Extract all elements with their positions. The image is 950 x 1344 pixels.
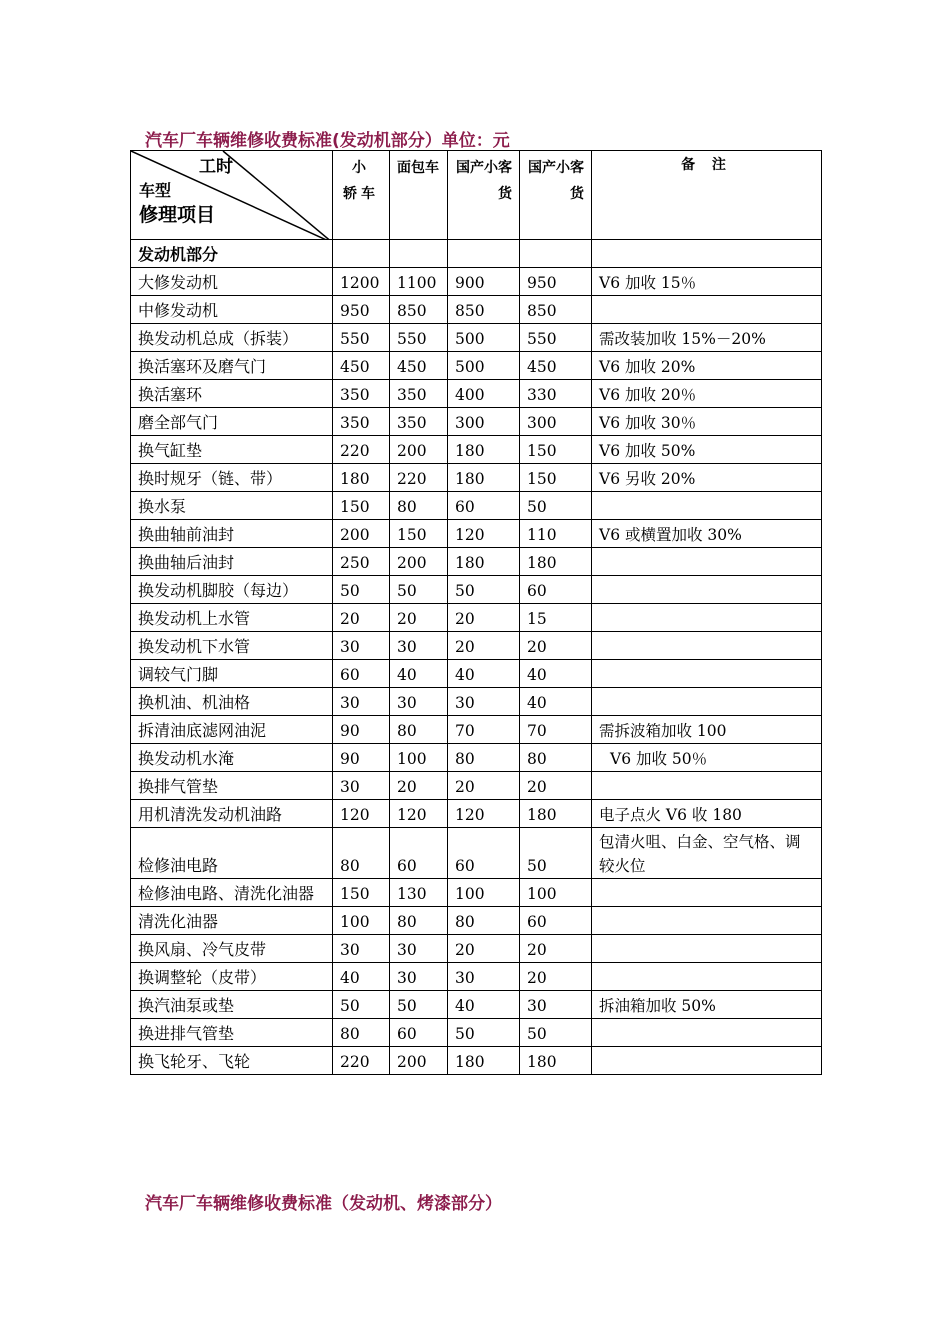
domestic-1-price-cell: 120 — [448, 800, 520, 828]
note-cell — [592, 548, 822, 576]
item-cell: 换发动机水淹 — [131, 744, 333, 772]
domestic-1-price-cell: 400 — [448, 380, 520, 408]
sedan-price-cell: 90 — [333, 744, 390, 772]
sedan-price-cell: 120 — [333, 800, 390, 828]
item-cell: 换风扇、冷气皮带 — [131, 935, 333, 963]
table-row — [131, 688, 822, 716]
note-cell — [592, 576, 822, 604]
sedan-price-cell: 30 — [333, 935, 390, 963]
van-price-cell: 30 — [390, 963, 448, 991]
sedan-price-cell: 20 — [333, 604, 390, 632]
sedan-price-cell: 180 — [333, 464, 390, 492]
item-cell: 换活塞环及磨气门 — [131, 352, 333, 380]
item-cell: 中修发动机 — [131, 296, 333, 324]
sedan-price-cell: 1200 — [333, 268, 390, 296]
domestic-2-price-cell: 180 — [520, 800, 592, 828]
domestic-1-price-cell: 500 — [448, 324, 520, 352]
item-cell: 换发动机总成（拆装） — [131, 324, 333, 352]
domestic-2-price-cell: 20 — [520, 963, 592, 991]
note-cell — [592, 660, 822, 688]
van-price-cell: 80 — [390, 492, 448, 520]
note-cell: 需改装加收 15%－20% — [592, 324, 822, 352]
domestic-2-price-cell: 70 — [520, 716, 592, 744]
domestic-1-price-cell: 180 — [448, 548, 520, 576]
item-cell: 拆清油底滤网油泥 — [131, 716, 333, 744]
col-header-van: 面包车 — [390, 151, 448, 240]
item-cell: 调较气门脚 — [131, 660, 333, 688]
note-cell — [592, 1019, 822, 1047]
domestic-1-price-cell: 20 — [448, 935, 520, 963]
van-price-cell: 80 — [390, 907, 448, 935]
domestic-2-price-cell: 50 — [520, 1019, 592, 1047]
van-price-cell: 30 — [390, 935, 448, 963]
domestic-2-price-cell: 950 — [520, 268, 592, 296]
section-label: 发动机部分 — [131, 240, 333, 268]
domestic-1-price-cell: 850 — [448, 296, 520, 324]
sedan-price-cell: 80 — [333, 1019, 390, 1047]
sedan-price-cell: 200 — [333, 520, 390, 548]
item-cell: 清洗化油器 — [131, 907, 333, 935]
domestic-2-price-cell: 180 — [520, 1047, 592, 1075]
table-row — [131, 296, 822, 324]
table-row — [131, 464, 822, 492]
col-header-domestic-2: 国产小客货 — [520, 151, 592, 240]
table-header-row — [131, 151, 822, 240]
domestic-1-price-cell: 40 — [448, 991, 520, 1019]
note-cell: 拆油箱加收 50% — [592, 991, 822, 1019]
domestic-2-price-cell: 150 — [520, 464, 592, 492]
van-price-cell: 450 — [390, 352, 448, 380]
table-row — [131, 716, 822, 744]
domestic-1-price-cell: 50 — [448, 576, 520, 604]
item-cell: 换发动机上水管 — [131, 604, 333, 632]
sedan-price-cell: 350 — [333, 380, 390, 408]
note-cell: V6 加收 20％ — [592, 380, 822, 408]
item-cell: 换排气管垫 — [131, 772, 333, 800]
domestic-1-price-cell: 500 — [448, 352, 520, 380]
table-row — [131, 268, 822, 296]
corner-label-vehicle: 车型 — [139, 181, 172, 200]
table-row — [131, 879, 822, 907]
domestic-2-price-cell: 20 — [520, 632, 592, 660]
table-row — [131, 324, 822, 352]
sedan-price-cell: 60 — [333, 660, 390, 688]
van-price-cell: 350 — [390, 408, 448, 436]
van-price-cell: 80 — [390, 716, 448, 744]
domestic-2-price-cell: 150 — [520, 436, 592, 464]
van-price-cell: 30 — [390, 688, 448, 716]
table-row — [131, 380, 822, 408]
domestic-1-price-cell: 60 — [448, 828, 520, 879]
note-cell — [592, 492, 822, 520]
domestic-2-price-cell: 15 — [520, 604, 592, 632]
domestic-1-price-cell: 180 — [448, 464, 520, 492]
sedan-price-cell: 220 — [333, 436, 390, 464]
next-section-title: 汽车厂车辆维修收费标准（发动机、烤漆部分） — [145, 1194, 502, 1214]
item-cell: 用机清洗发动机油路 — [131, 800, 333, 828]
note-cell — [592, 772, 822, 800]
domestic-1-price-cell: 50 — [448, 1019, 520, 1047]
van-price-cell: 60 — [390, 828, 448, 879]
van-price-cell: 220 — [390, 464, 448, 492]
corner-label-hours: 工时 — [199, 157, 233, 177]
domestic-2-price-cell: 550 — [520, 324, 592, 352]
note-cell: 电子点火 V6 收 180 — [592, 800, 822, 828]
note-cell: V6 加收 15％ — [592, 268, 822, 296]
item-cell: 大修发动机 — [131, 268, 333, 296]
corner-header-cell — [131, 151, 333, 240]
van-price-cell: 20 — [390, 772, 448, 800]
note-cell: V6 加收 50％ — [592, 744, 822, 772]
domestic-1-price-cell: 60 — [448, 492, 520, 520]
domestic-2-price-cell: 110 — [520, 520, 592, 548]
sedan-price-cell: 30 — [333, 688, 390, 716]
domestic-1-price-cell: 300 — [448, 408, 520, 436]
domestic-2-price-cell: 80 — [520, 744, 592, 772]
domestic-1-price-cell: 120 — [448, 520, 520, 548]
item-cell: 检修油电路 — [131, 828, 333, 879]
table-row — [131, 1019, 822, 1047]
item-cell: 磨全部气门 — [131, 408, 333, 436]
van-price-cell: 350 — [390, 380, 448, 408]
sedan-price-cell: 50 — [333, 576, 390, 604]
item-cell: 换调整轮（皮带） — [131, 963, 333, 991]
domestic-1-price-cell: 80 — [448, 744, 520, 772]
table-row — [131, 1047, 822, 1075]
table-row — [131, 352, 822, 380]
note-cell: 需拆波箱加收 100 — [592, 716, 822, 744]
domestic-1-price-cell: 40 — [448, 660, 520, 688]
domestic-1-price-cell: 900 — [448, 268, 520, 296]
domestic-1-price-cell: 80 — [448, 907, 520, 935]
domestic-1-price-cell: 180 — [448, 436, 520, 464]
item-cell: 换活塞环 — [131, 380, 333, 408]
van-price-cell: 120 — [390, 800, 448, 828]
domestic-2-price-cell: 40 — [520, 688, 592, 716]
domestic-1-price-cell: 20 — [448, 632, 520, 660]
corner-label-item: 修理项目 — [139, 204, 216, 226]
table-row — [131, 632, 822, 660]
table-row — [131, 660, 822, 688]
table-row — [131, 436, 822, 464]
table-row — [131, 548, 822, 576]
item-cell: 换飞轮牙、飞轮 — [131, 1047, 333, 1075]
domestic-2-price-cell: 850 — [520, 296, 592, 324]
note-cell — [592, 632, 822, 660]
note-cell: V6 或横置加收 30% — [592, 520, 822, 548]
domestic-1-price-cell: 20 — [448, 604, 520, 632]
note-cell — [592, 879, 822, 907]
domestic-2-price-cell: 60 — [520, 576, 592, 604]
table-row — [131, 907, 822, 935]
item-cell: 换发动机脚胶（每边） — [131, 576, 333, 604]
van-price-cell: 200 — [390, 1047, 448, 1075]
table-row — [131, 520, 822, 548]
sedan-price-cell: 950 — [333, 296, 390, 324]
table-row — [131, 935, 822, 963]
domestic-2-price-cell: 30 — [520, 991, 592, 1019]
sedan-price-cell: 150 — [333, 492, 390, 520]
van-price-cell: 130 — [390, 879, 448, 907]
note-cell — [592, 1047, 822, 1075]
sedan-price-cell: 250 — [333, 548, 390, 576]
van-price-cell: 20 — [390, 604, 448, 632]
domestic-1-price-cell: 100 — [448, 879, 520, 907]
table-row — [131, 772, 822, 800]
domestic-2-price-cell: 330 — [520, 380, 592, 408]
domestic-1-price-cell: 30 — [448, 688, 520, 716]
note-cell — [592, 963, 822, 991]
note-cell: V6 加收 50% — [592, 436, 822, 464]
sedan-price-cell: 150 — [333, 879, 390, 907]
note-cell: V6 加收 30％ — [592, 408, 822, 436]
domestic-2-price-cell: 20 — [520, 935, 592, 963]
van-price-cell: 1100 — [390, 268, 448, 296]
item-cell: 换进排气管垫 — [131, 1019, 333, 1047]
sedan-price-cell: 550 — [333, 324, 390, 352]
section-row — [131, 240, 822, 268]
domestic-1-price-cell: 70 — [448, 716, 520, 744]
domestic-2-price-cell: 20 — [520, 772, 592, 800]
van-price-cell: 550 — [390, 324, 448, 352]
domestic-2-price-cell: 40 — [520, 660, 592, 688]
fee-table — [130, 150, 822, 1075]
sedan-price-cell: 30 — [333, 772, 390, 800]
item-cell: 换曲轴后油封 — [131, 548, 333, 576]
van-price-cell: 200 — [390, 548, 448, 576]
item-cell: 换汽油泵或垫 — [131, 991, 333, 1019]
item-cell: 换水泵 — [131, 492, 333, 520]
domestic-2-price-cell: 60 — [520, 907, 592, 935]
van-price-cell: 100 — [390, 744, 448, 772]
sedan-price-cell: 50 — [333, 991, 390, 1019]
note-cell — [592, 604, 822, 632]
note-cell — [592, 907, 822, 935]
table-row — [131, 828, 822, 879]
domestic-2-price-cell: 50 — [520, 828, 592, 879]
domestic-2-price-cell: 450 — [520, 352, 592, 380]
item-cell: 换机油、机油格 — [131, 688, 333, 716]
domestic-2-price-cell: 100 — [520, 879, 592, 907]
van-price-cell: 50 — [390, 576, 448, 604]
table-row — [131, 604, 822, 632]
sedan-price-cell: 80 — [333, 828, 390, 879]
item-cell: 换发动机下水管 — [131, 632, 333, 660]
table-row — [131, 963, 822, 991]
note-cell: V6 加收 20% — [592, 352, 822, 380]
domestic-2-price-cell: 180 — [520, 548, 592, 576]
col-header-notes: 备 注 — [592, 151, 822, 240]
van-price-cell: 850 — [390, 296, 448, 324]
col-header-sedan: 小 轿车 — [333, 151, 390, 240]
note-cell: 包清火咀、白金、空气格、调较火位 — [592, 828, 822, 879]
domestic-1-price-cell: 30 — [448, 963, 520, 991]
table-row — [131, 576, 822, 604]
col-header-domestic-1: 国产小客货 — [448, 151, 520, 240]
sedan-price-cell: 100 — [333, 907, 390, 935]
van-price-cell: 50 — [390, 991, 448, 1019]
table-row — [131, 991, 822, 1019]
sedan-price-cell: 450 — [333, 352, 390, 380]
table-row — [131, 744, 822, 772]
table-row — [131, 492, 822, 520]
domestic-1-price-cell: 20 — [448, 772, 520, 800]
table-row — [131, 408, 822, 436]
domestic-2-price-cell: 50 — [520, 492, 592, 520]
note-cell — [592, 935, 822, 963]
van-price-cell: 30 — [390, 632, 448, 660]
item-cell: 换时规牙（链、带） — [131, 464, 333, 492]
note-cell: V6 另收 20% — [592, 464, 822, 492]
item-cell: 换曲轴前油封 — [131, 520, 333, 548]
van-price-cell: 60 — [390, 1019, 448, 1047]
domestic-1-price-cell: 180 — [448, 1047, 520, 1075]
item-cell: 换气缸垫 — [131, 436, 333, 464]
sedan-price-cell: 350 — [333, 408, 390, 436]
note-cell — [592, 688, 822, 716]
table-row — [131, 800, 822, 828]
sedan-price-cell: 220 — [333, 1047, 390, 1075]
sedan-price-cell: 30 — [333, 632, 390, 660]
page-title: 汽车厂车辆维修收费标准(发动机部分）单位：元 — [145, 131, 510, 151]
note-cell — [592, 296, 822, 324]
van-price-cell: 40 — [390, 660, 448, 688]
sedan-price-cell: 40 — [333, 963, 390, 991]
item-cell: 检修油电路、清洗化油器 — [131, 879, 333, 907]
sedan-price-cell: 90 — [333, 716, 390, 744]
domestic-2-price-cell: 300 — [520, 408, 592, 436]
van-price-cell: 200 — [390, 436, 448, 464]
van-price-cell: 150 — [390, 520, 448, 548]
